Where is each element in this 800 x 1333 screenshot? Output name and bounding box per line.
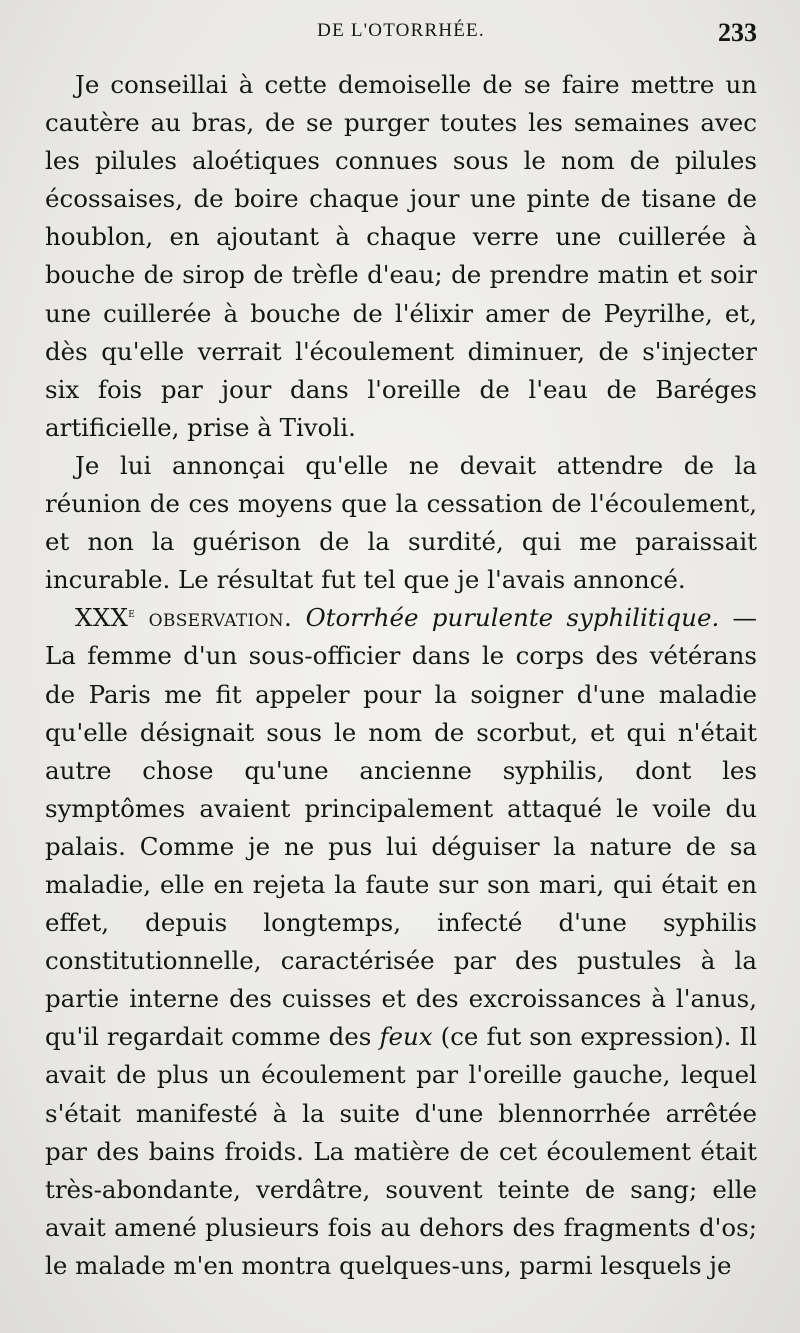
paragraph-2: Je lui annonçai qu'elle ne devait attendre de la réunion de ces moyens que la cessation de l'écoulement, et non la guérison de la surdité, qui me paraissait incurable. Le résultat fut tel que je l'avais annoncé. [45, 450, 757, 595]
observation-numeral: XXX [75, 603, 129, 633]
running-title: DE L'OTORRHÉE. [317, 20, 485, 41]
italic-word: feux [379, 1022, 433, 1052]
observation-title: Otorrhée purulente syphilitique. [305, 603, 720, 633]
body-text [45, 66, 757, 1285]
observation-text-b: (ce fut son expression). Il avait de plus un écoulement par l'oreille gauche, lequel s'était manifesté à la suite d'une blennorrhée arrêtée par des bains froids. La matière de cet écoulement était très-abondante, verdâtre, souvent teinte de sang; elle avait amené plusieurs fois au dehors des fragments d'os; le malade m'en montra quelques-uns, parmi lesquels je [45, 1022, 757, 1280]
page-number: 233 [718, 18, 757, 47]
observation-label: observation. [135, 603, 306, 633]
observation-superscript: e [128, 606, 136, 622]
observation-heading [75, 603, 306, 632]
paragraph-observation [45, 599, 757, 1285]
page-header [45, 18, 757, 52]
paragraph-1: Je conseillai à cette demoiselle de se faire mettre un cautère au bras, de se purger toutes les semaines avec les pilules aloétiques connues sous le nom de pilules écossaises, de boire chaque jour une pinte de tisane de houblon, en ajoutant à chaque verre une cuillerée à bouche de sirop de trèfle d'eau; de prendre matin et soir une cuillerée à bouche de l'élixir amer de Peyrilhe, et, dès qu'elle verrait l'écoulement diminuer, de s'injecter six fois par jour dans l'oreille de l'eau de Baréges artificielle, prise à Tivoli. [45, 70, 757, 442]
observation-text-a: — La femme d'un sous-officier dans le corps des vétérans de Paris me fit appeler pour la soigner d'une maladie qu'elle désignait sous le nom de scorbut, et qui n'était autre chose qu'une ancienne syphilis, dont les symptômes avaient principalement attaqué le voile du palais. Comme je ne pus lui déguiser la nature de sa maladie, elle en rejeta la faute sur son mari, qui était en effet, depuis longtemps, infecté d'une syphilis constitutionnelle, caractérisée par des pustules à la partie interne des cuisses et des excroissances à l'anus, qu'il regardait comme des [45, 603, 757, 1052]
